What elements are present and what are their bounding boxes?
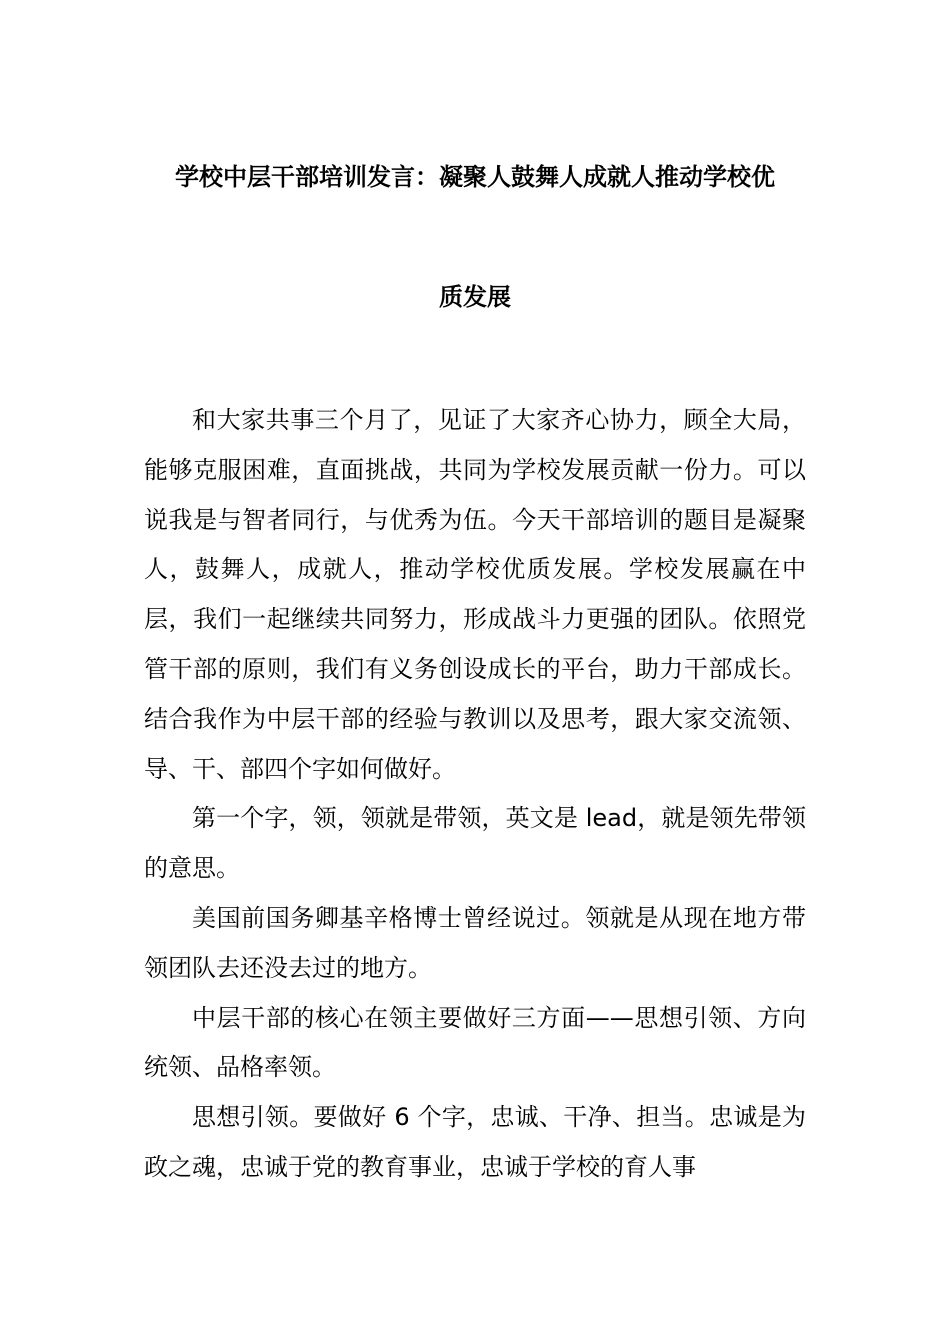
document-title-line-2: 质发展	[439, 283, 511, 311]
paragraph-1: 和大家共事三个月了，见证了大家齐心协力，顾全大局，能够克服困难，直面挑战，共同为学校发展贡献一份力。可以说我是与智者同行，与优秀为伍。今天干部培训的题目是凝聚人，鼓舞人，成就人，推动学校优质发展。学校发展赢在中层，我们一起继续共同努力，形成战斗力更强的团队。依照党管干部的原则，我们有义务创设成长的平台，助力干部成长。结合我作为中层干部的经验与教训以及思考，跟大家交流领、导、干、部四个字如何做好。	[144, 406, 806, 783]
paragraph-4: 中层干部的核心在领主要做好三方面——思想引领、方向统领、品格率领。	[144, 1003, 806, 1082]
document-body	[144, 396, 806, 1193]
paragraph-5: 思想引领。要做好 6 个字，忠诚、干净、担当。忠诚是为政之魂，忠诚于党的教育事业，忠诚于学校的育人事	[144, 1103, 806, 1181]
document-title-line-1: 学校中层干部培训发言：凝聚人鼓舞人成就人推动学校优	[175, 163, 775, 191]
paragraph-3: 美国前国务卿基辛格博士曾经说过。领就是从现在地方带领团队去还没去过的地方。	[144, 903, 806, 982]
paragraph-2: 第一个字，领，领就是带领，英文是 lead，就是领先带领的意思。	[144, 804, 806, 883]
